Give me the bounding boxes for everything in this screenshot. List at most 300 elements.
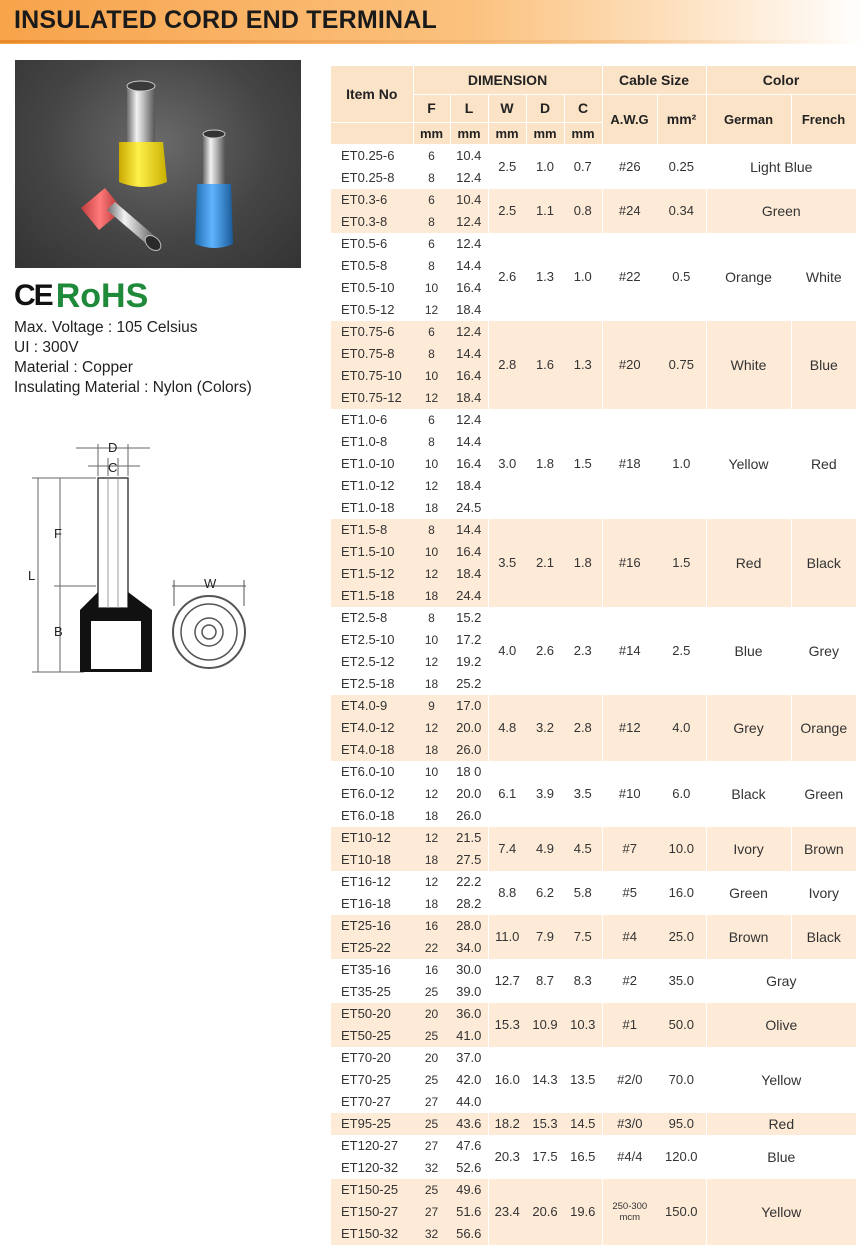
l-cell: 52.6	[450, 1157, 488, 1179]
header-w: W	[488, 94, 526, 122]
french-color-cell: Grey	[808, 642, 839, 659]
title-banner	[0, 0, 864, 44]
d-cell: 10.9	[526, 1003, 564, 1047]
awg-cell: #4	[602, 915, 657, 959]
item-no-cell: ET0.75-8	[331, 343, 413, 365]
item-no-cell: ET1.5-18	[331, 585, 413, 607]
w-cell: 15.3	[488, 1003, 526, 1047]
item-no-cell: ET35-25	[341, 984, 391, 999]
header-unit: mm	[564, 122, 602, 144]
w-cell: 4.8	[488, 695, 526, 761]
l-cell: 12.4	[450, 409, 488, 431]
f-cell: 27	[424, 1138, 439, 1153]
f-cell: 12	[413, 827, 450, 849]
f-cell: 12	[413, 717, 450, 739]
l-cell: 10.4	[450, 144, 488, 167]
f-cell: 16	[424, 962, 439, 977]
awg-cell: #16	[602, 519, 657, 607]
mm2-cell: 0.25	[657, 144, 706, 189]
awg-cell: #18	[618, 456, 641, 471]
ce-mark: CE	[14, 279, 52, 312]
item-no-cell: ET1.0-12	[341, 478, 395, 493]
certification-marks	[14, 278, 148, 314]
specifications-table	[331, 66, 857, 1245]
table-body	[331, 144, 856, 1245]
f-cell: 10	[413, 365, 450, 387]
d-cell: 2.6	[535, 643, 555, 658]
item-no-cell: ET1.0-6	[341, 412, 388, 427]
f-cell: 16	[413, 915, 450, 937]
l-cell: 17.2	[450, 629, 488, 651]
f-cell: 10	[413, 541, 450, 563]
d-cell: 2.1	[526, 519, 564, 607]
f-cell: 10	[424, 632, 439, 647]
color-cell: Yellow	[706, 1179, 856, 1245]
d-cell: 1.6	[526, 321, 564, 409]
item-no-cell: ET95-25	[331, 1113, 413, 1135]
table-row	[331, 607, 856, 629]
header-c: C	[564, 94, 602, 122]
spec-ui: UI : 300V	[14, 339, 79, 356]
l-cell: 14.4	[450, 519, 488, 541]
w-cell: 16.0	[494, 1072, 520, 1087]
w-cell: 7.4	[488, 827, 526, 871]
l-cell: 18.4	[450, 475, 488, 497]
french-color-cell: Green	[804, 785, 844, 802]
spec-voltage: Max. Voltage : 105 Celsius	[14, 319, 198, 336]
f-cell: 8	[428, 434, 435, 449]
item-no-cell: ET0.75-6	[331, 321, 413, 343]
table-row	[331, 233, 856, 255]
c-cell: 7.5	[564, 915, 602, 959]
german-color-cell: Brown	[706, 915, 791, 959]
header-german: German	[706, 94, 791, 144]
item-no-cell: ET0.25-6	[341, 148, 395, 163]
item-no-cell: ET120-27	[341, 1138, 399, 1153]
item-no-cell: ET25-16	[331, 915, 413, 937]
w-cell: 2.5	[498, 159, 517, 174]
table-row	[331, 144, 856, 167]
item-no-cell: ET50-25	[331, 1025, 413, 1047]
l-cell: 10.4	[450, 189, 488, 211]
f-cell: 20	[413, 1003, 450, 1025]
awg-cell: #24	[602, 189, 657, 233]
item-no-cell: ET70-25	[341, 1072, 391, 1087]
l-cell: 21.5	[450, 827, 488, 849]
f-cell: 18	[413, 585, 450, 607]
f-cell: 32	[424, 1160, 439, 1175]
l-cell: 16.4	[450, 365, 488, 387]
item-no-cell: ET6.0-12	[341, 786, 395, 801]
d-cell: 1.3	[535, 269, 555, 284]
c-cell: 1.8	[564, 519, 602, 607]
color-cell: Olive	[706, 1003, 856, 1047]
item-no-cell: ET10-12	[331, 827, 413, 849]
c-cell: 16.5	[564, 1135, 602, 1179]
header-dimension: DIMENSION	[413, 66, 602, 94]
l-cell: 41.0	[450, 1025, 488, 1047]
f-cell: 6	[428, 148, 435, 163]
awg-cell: #26	[618, 159, 641, 174]
mm2-cell: 120.0	[657, 1135, 706, 1179]
awg-cell: #2	[622, 973, 638, 988]
color-cell: Red	[706, 1113, 856, 1135]
german-color-cell: Yellow	[706, 409, 791, 519]
c-cell: 1.3	[564, 321, 602, 409]
french-color-cell: Orange	[791, 695, 856, 761]
table-row	[331, 1179, 856, 1201]
f-cell: 18	[424, 896, 439, 911]
table-row	[331, 695, 856, 717]
d-cell: 1.8	[535, 456, 555, 471]
mm2-cell: 95.0	[657, 1113, 706, 1135]
terminals-illustration	[15, 60, 301, 268]
blue-terminal-tube	[203, 134, 225, 188]
f-cell: 12	[424, 874, 439, 889]
french-color-cell: Black	[791, 519, 856, 607]
l-cell: 12.4	[450, 321, 488, 343]
table-row	[331, 409, 856, 431]
item-no-cell: ET150-25	[331, 1179, 413, 1201]
german-color-cell: Green	[706, 871, 791, 915]
spec-insulation: Insulating Material : Nylon (Colors)	[14, 379, 252, 396]
f-cell: 12	[424, 302, 439, 317]
mm2-cell: 150.0	[657, 1179, 706, 1245]
f-cell: 25	[413, 1113, 450, 1135]
f-cell: 8	[428, 170, 435, 185]
l-cell: 12.4	[450, 167, 488, 189]
f-cell: 12	[413, 563, 450, 585]
german-color-cell: Blue	[706, 607, 791, 695]
l-cell: 18 0	[450, 761, 488, 783]
f-cell: 25	[413, 1025, 450, 1047]
l-cell: 26.0	[450, 805, 488, 827]
spec-material: Material : Copper	[14, 359, 133, 376]
awg-cell: #2/0	[617, 1072, 643, 1087]
l-cell: 36.0	[450, 1003, 488, 1025]
item-no-cell: ET16-18	[341, 896, 391, 911]
rohs-mark: RoHS	[55, 276, 149, 315]
diagram-label-b: B	[54, 624, 63, 639]
table-row	[331, 915, 856, 937]
header-unit: mm	[413, 122, 450, 144]
diagram-label-d: D	[108, 440, 118, 455]
l-cell: 12.4	[450, 233, 488, 255]
header-item-no: Item No	[331, 66, 413, 122]
header-unit: mm	[526, 122, 564, 144]
c-cell: 13.5	[564, 1047, 602, 1113]
table-row	[331, 959, 856, 981]
d-cell: 3.9	[535, 786, 555, 801]
table-row	[331, 871, 856, 893]
c-cell: 10.3	[564, 1003, 602, 1047]
f-cell: 18	[424, 676, 439, 691]
d-cell: 6.2	[535, 885, 555, 900]
item-no-cell: ET0.3-6	[331, 189, 413, 211]
awg-cell: #20	[602, 321, 657, 409]
f-cell: 18	[424, 808, 439, 823]
blue-terminal-collar	[195, 184, 233, 248]
awg-cell: #4/4	[617, 1149, 643, 1164]
w-cell: 8.8	[498, 885, 517, 900]
yellow-terminal-collar	[119, 142, 167, 187]
item-no-cell: ET10-18	[331, 849, 413, 871]
f-cell: 6	[428, 236, 435, 251]
table-row	[331, 1113, 856, 1135]
header-awg: A.W.G	[602, 94, 657, 144]
french-color-cell: Blue	[791, 321, 856, 409]
c-cell: 5.8	[564, 871, 602, 915]
mm2-cell: 1.0	[657, 409, 706, 519]
header-d: D	[526, 94, 564, 122]
mm2-cell: 25.0	[657, 915, 706, 959]
item-no-cell: ET0.3-8	[331, 211, 413, 233]
item-no-cell: ET4.0-18	[331, 739, 413, 761]
awg-cell: #12	[602, 695, 657, 761]
f-cell: 8	[413, 211, 450, 233]
item-no-cell: ET0.75-12	[331, 387, 413, 409]
d-cell: 8.7	[535, 973, 555, 988]
german-color-cell: Black	[706, 761, 791, 827]
l-cell: 16.4	[450, 541, 488, 563]
table-row	[331, 1135, 856, 1157]
f-cell: 10	[424, 280, 439, 295]
f-cell: 25	[424, 984, 439, 999]
f-cell: 9	[413, 695, 450, 717]
l-cell: 34.0	[450, 937, 488, 959]
d-cell: 20.6	[526, 1179, 564, 1245]
item-no-cell: ET4.0-12	[331, 717, 413, 739]
f-cell: 32	[413, 1223, 450, 1245]
table-row	[331, 519, 856, 541]
w-cell: 6.1	[498, 786, 517, 801]
table-row	[331, 761, 856, 783]
c-cell: 1.5	[564, 409, 602, 519]
f-cell: 25	[413, 1179, 450, 1201]
mm2-cell: 0.5	[657, 233, 706, 321]
f-cell: 6	[413, 189, 450, 211]
header-unit: mm	[488, 122, 526, 144]
item-no-cell: ET1.5-8	[331, 519, 413, 541]
table-row	[331, 189, 856, 211]
l-cell: 28.0	[450, 915, 488, 937]
header-cable-size: Cable Size	[602, 66, 706, 94]
german-color-cell: Ivory	[706, 827, 791, 871]
f-cell: 27	[424, 1094, 439, 1109]
l-cell: 24.4	[450, 585, 488, 607]
w-cell: 3.0	[498, 456, 517, 471]
w-cell: 12.7	[494, 973, 520, 988]
item-no-cell: ET70-27	[341, 1094, 391, 1109]
c-cell: 14.5	[564, 1113, 602, 1135]
item-no-cell: ET50-20	[331, 1003, 413, 1025]
color-cell: Gray	[766, 972, 797, 989]
c-cell: 2.8	[564, 695, 602, 761]
color-cell: Light Blue	[750, 158, 813, 175]
header-unit: mm	[450, 122, 488, 144]
f-cell: 18	[413, 739, 450, 761]
c-cell: 4.5	[564, 827, 602, 871]
l-cell: 51.6	[450, 1201, 488, 1223]
product-photo	[15, 60, 301, 268]
german-color-cell: White	[706, 321, 791, 409]
item-no-cell: ET1.5-12	[331, 563, 413, 585]
l-cell: 20.0	[450, 717, 488, 739]
item-no-cell: ET1.0-18	[341, 500, 395, 515]
d-cell: 15.3	[526, 1113, 564, 1135]
item-no-cell: ET1.5-10	[331, 541, 413, 563]
l-cell: 18.4	[450, 563, 488, 585]
mm2-cell: 4.0	[657, 695, 706, 761]
w-cell: 18.2	[488, 1113, 526, 1135]
f-cell: 10	[424, 456, 439, 471]
c-cell: 0.8	[564, 189, 602, 233]
french-color-cell: Brown	[791, 827, 856, 871]
item-no-cell: ET16-12	[341, 874, 391, 889]
item-no-cell: ET0.75-10	[331, 365, 413, 387]
french-color-cell: White	[805, 268, 842, 285]
item-no-cell: ET2.5-8	[341, 610, 388, 625]
l-cell: 49.6	[450, 1179, 488, 1201]
l-cell: 16.4	[450, 453, 488, 475]
page-title: INSULATED CORD END TERMINAL	[14, 6, 437, 34]
item-no-cell: ET6.0-18	[341, 808, 395, 823]
l-cell: 14.4	[450, 255, 488, 277]
awg-cell: #22	[618, 269, 641, 284]
diagram-label-l: L	[28, 568, 36, 583]
french-color-cell: Black	[791, 915, 856, 959]
header-l: L	[450, 94, 488, 122]
french-color-cell: Red	[810, 455, 837, 472]
header-mm2: mm²	[657, 94, 706, 144]
l-cell: 47.6	[450, 1135, 488, 1157]
l-cell: 39.0	[450, 981, 488, 1003]
mm2-cell: 50.0	[657, 1003, 706, 1047]
d-cell: 14.3	[532, 1072, 558, 1087]
title-underline	[0, 40, 864, 43]
w-cell: 11.0	[488, 915, 526, 959]
mm2-cell: 0.75	[657, 321, 706, 409]
table-row	[331, 1047, 856, 1069]
l-cell: 12.4	[450, 211, 488, 233]
table-row	[331, 321, 856, 343]
diagram-label-c: C	[108, 460, 118, 475]
w-cell: 2.8	[488, 321, 526, 409]
f-cell: 6	[413, 321, 450, 343]
d-cell: 1.1	[526, 189, 564, 233]
color-cell: Blue	[767, 1148, 796, 1165]
color-cell: Green	[706, 189, 856, 233]
f-cell: 12	[424, 478, 439, 493]
d-cell: 3.2	[526, 695, 564, 761]
mm2-cell: 6.0	[657, 761, 706, 827]
german-color-cell: Red	[706, 519, 791, 607]
mm2-cell: 10.0	[657, 827, 706, 871]
item-no-cell: ET1.0-8	[341, 434, 388, 449]
f-cell: 8	[428, 258, 435, 273]
l-cell: 42.0	[450, 1069, 488, 1091]
item-no-cell: ET1.0-10	[341, 456, 395, 471]
f-cell: 8	[413, 343, 450, 365]
f-cell: 18	[413, 849, 450, 871]
mm2-cell: 16.0	[657, 871, 706, 915]
item-no-cell: ET6.0-10	[341, 764, 395, 779]
f-cell: 27	[413, 1201, 450, 1223]
dimension-diagram	[24, 436, 274, 682]
table-row	[331, 1003, 856, 1025]
f-cell: 8	[428, 610, 435, 625]
item-no-cell: ET25-22	[331, 937, 413, 959]
header-color: Color	[706, 66, 856, 94]
f-cell: 10	[424, 764, 439, 779]
french-color-cell: Ivory	[808, 884, 839, 901]
yellow-terminal-tube	[127, 86, 155, 146]
mm2-cell: 70.0	[657, 1047, 706, 1113]
w-cell: 23.4	[488, 1179, 526, 1245]
f-cell: 6	[428, 412, 435, 427]
l-cell: 37.0	[450, 1047, 488, 1069]
w-cell: 2.6	[498, 269, 517, 284]
f-cell: 18	[424, 500, 439, 515]
item-no-cell: ET120-32	[341, 1160, 399, 1175]
item-no-cell: ET150-27	[331, 1201, 413, 1223]
awg-cell: #10	[618, 786, 641, 801]
item-no-cell: ET35-16	[341, 962, 391, 977]
header-unit	[331, 122, 413, 144]
item-no-cell: ET4.0-9	[331, 695, 413, 717]
c-cell: 2.3	[564, 607, 602, 695]
item-no-cell: ET0.5-12	[341, 302, 395, 317]
l-cell: 24.5	[450, 497, 488, 519]
f-cell: 25	[424, 1072, 439, 1087]
l-cell: 18.4	[450, 299, 488, 321]
l-cell: 14.4	[450, 343, 488, 365]
w-cell: 2.5	[488, 189, 526, 233]
german-color-cell: Orange	[706, 233, 791, 321]
color-cell: Yellow	[761, 1071, 802, 1088]
l-cell: 14.4	[450, 431, 488, 453]
l-cell: 16.4	[450, 277, 488, 299]
mm2-cell: 1.5	[657, 519, 706, 607]
awg-cell: #14	[618, 643, 641, 658]
header-french: French	[791, 94, 856, 144]
item-no-cell: ET2.5-12	[341, 654, 395, 669]
w-cell: 4.0	[498, 643, 517, 658]
item-no-cell: ET0.5-8	[341, 258, 388, 273]
l-cell: 56.6	[450, 1223, 488, 1245]
w-cell: 3.5	[488, 519, 526, 607]
mm2-cell: 35.0	[657, 959, 706, 1003]
l-cell: 27.5	[450, 849, 488, 871]
diagram-label-f: F	[54, 526, 62, 541]
c-cell: 0.7	[564, 144, 602, 189]
f-cell: 12	[424, 786, 439, 801]
item-no-cell: ET0.5-10	[341, 280, 395, 295]
diagram-label-w: W	[204, 576, 217, 591]
l-cell: 44.0	[450, 1091, 488, 1113]
item-no-cell: ET150-32	[331, 1223, 413, 1245]
mm2-cell: 2.5	[657, 607, 706, 695]
l-cell: 25.2	[450, 673, 488, 695]
item-no-cell: ET70-20	[341, 1050, 391, 1065]
l-cell: 19.2	[450, 651, 488, 673]
spec-list	[14, 318, 252, 398]
c-cell: 3.5	[564, 761, 602, 827]
header-f: F	[413, 94, 450, 122]
f-cell: 12	[424, 654, 439, 669]
f-cell: 12	[413, 387, 450, 409]
item-no-cell: ET2.5-10	[341, 632, 395, 647]
